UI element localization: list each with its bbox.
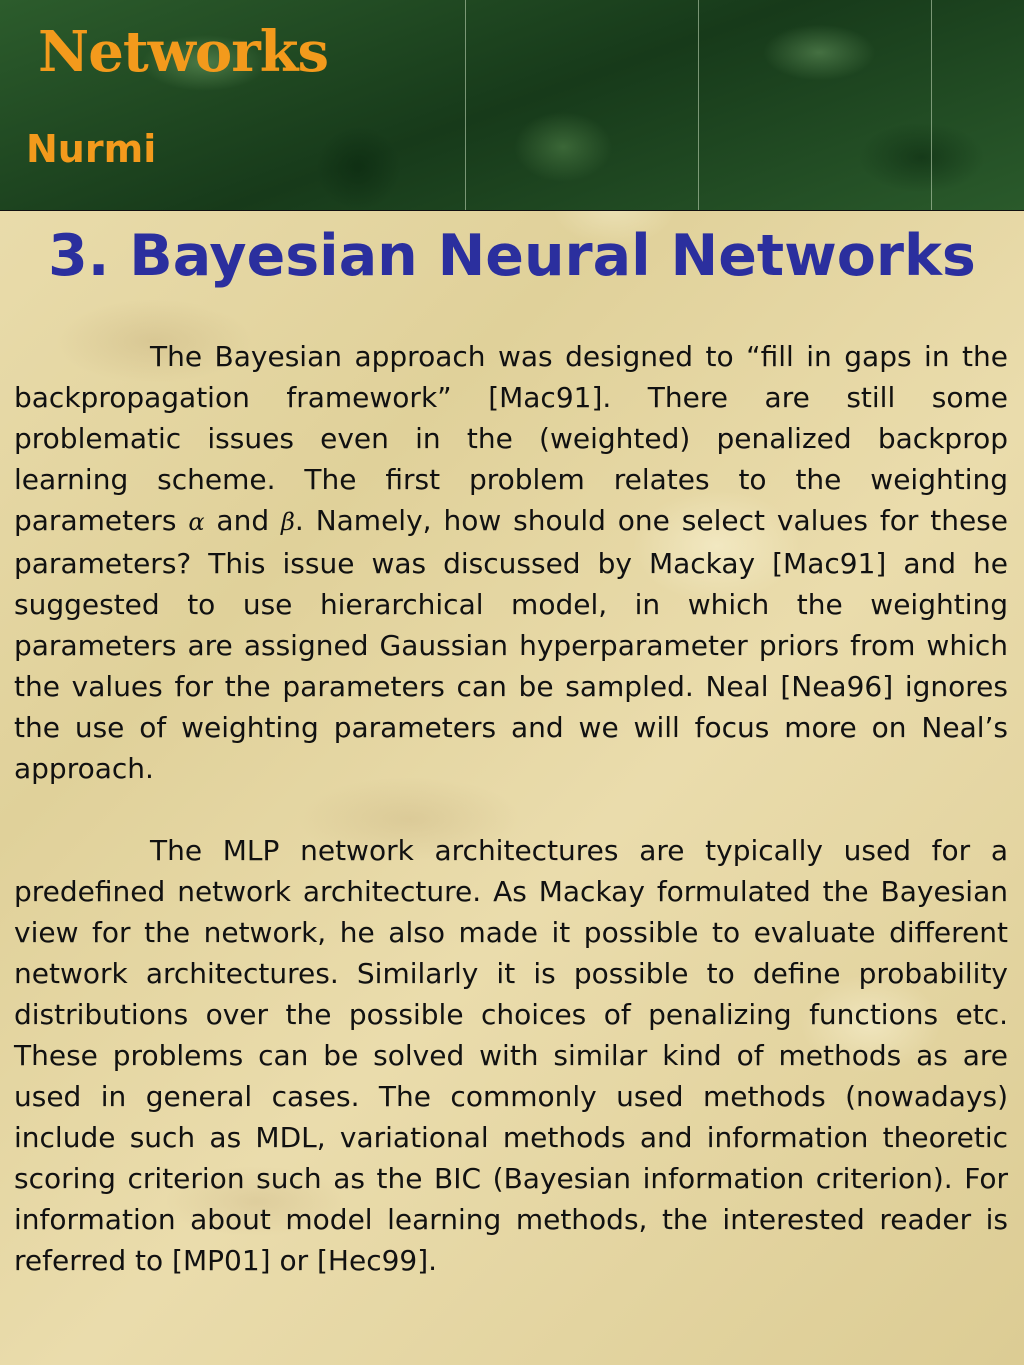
beta-symbol: β [281, 508, 295, 536]
paragraph-1-part3: . Namely, how should one select values for these parameters? This issue was discussed by Mackay [Mac91] and he suggested to use hierarchical model, in which the weighting parameters are assigned Gaussian hyperparameter priors from which the values for the parameters can be sampled. Neal [Nea96] ignores the use of weighting parameters and we will focus more on Neal’s approach. [14, 504, 1008, 785]
header-divider [465, 0, 466, 210]
header-divider [931, 0, 932, 210]
alpha-symbol: α [188, 508, 205, 536]
slide-title: 3. Bayesian Neural Networks [48, 223, 976, 289]
paragraph-1 [14, 336, 1008, 789]
paragraph-1-part2: and [204, 504, 282, 537]
paragraph-2: The MLP network architectures are typically used for a predefined network architecture. As Mackay formulated the Bayesian view for the network, he also made it possible to evaluate different network architectures. Similarly it is possible to define probability distributions over the possible choices of penalizing functions etc. These problems can be solved with similar kind of methods as are used in general cases. The commonly used methods (nowadays) include such as MDL, variational methods and information theoretic scoring criterion such as the BIC (Bayesian information criterion). For information about model learning methods, the interested reader is referred to [MP01] or [Hec99]. [14, 834, 1008, 1277]
header-subtitle: Nurmi [26, 127, 157, 171]
body-text [14, 336, 1008, 1281]
header-divider [698, 0, 699, 210]
header-title: Networks [38, 19, 329, 85]
header-banner [0, 0, 1024, 211]
paragraph-1-part1: The Bayesian approach was designed to “fill in gaps in the backpropagation framework” [Mac91]. There are still some problematic issues even in the (weighted) penalized backprop learning scheme. The first problem relates to the weighting parameters [14, 340, 1008, 537]
